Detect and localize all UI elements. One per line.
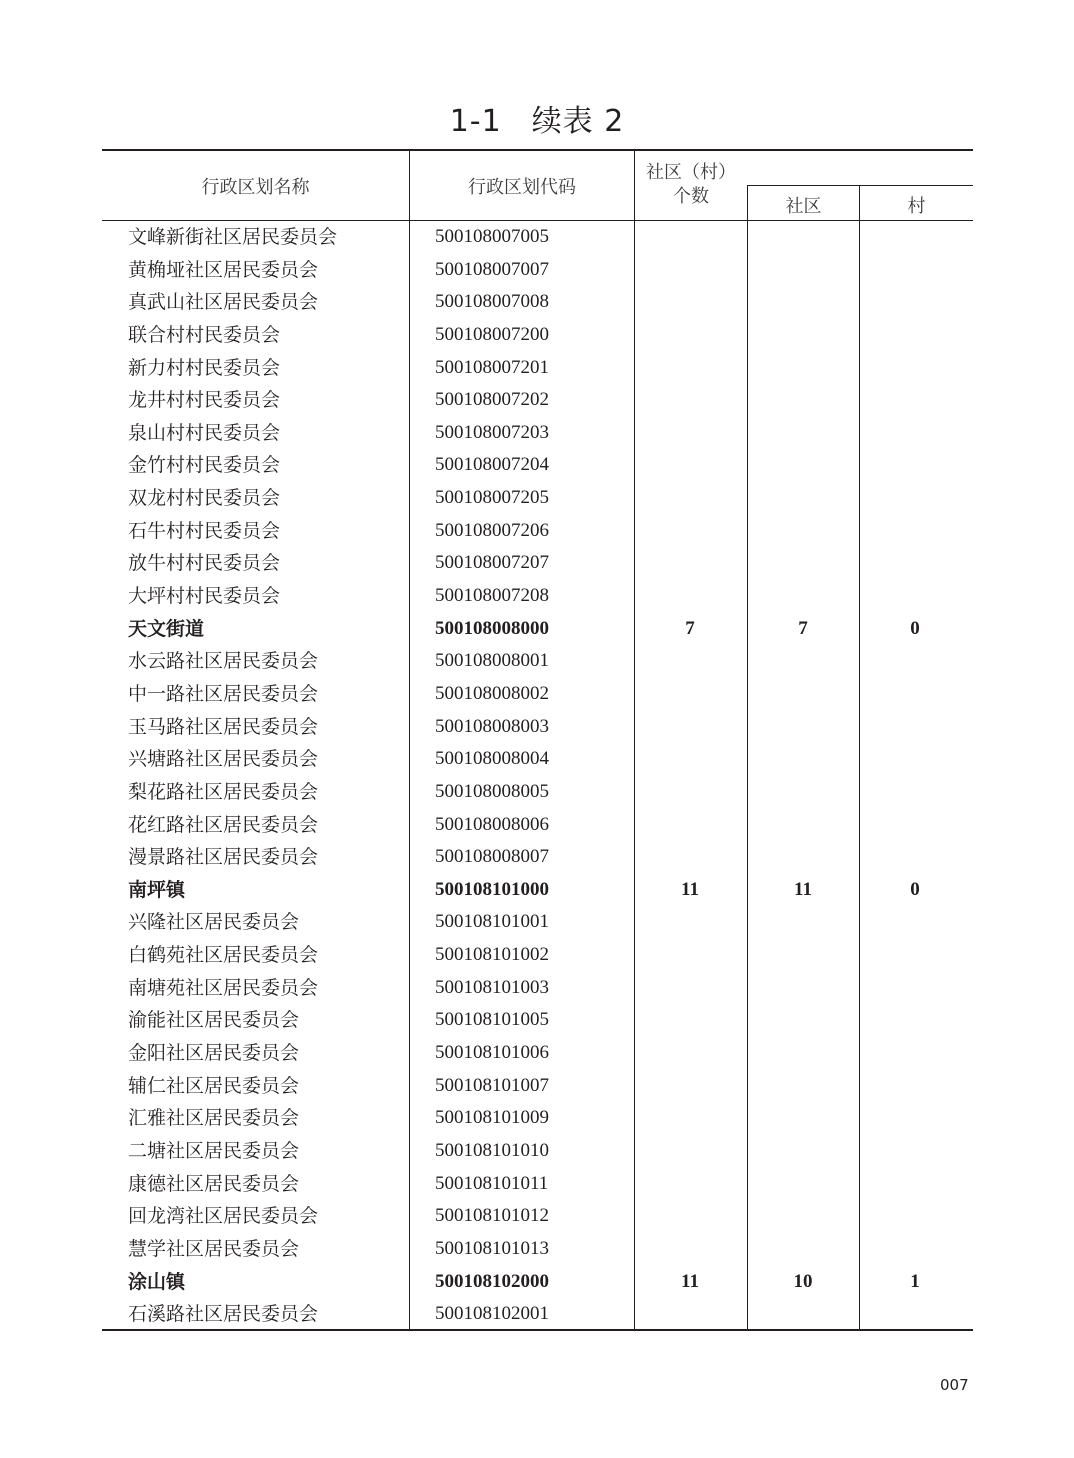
table-row bbox=[102, 1102, 973, 1135]
cell-community: 11 bbox=[794, 878, 812, 900]
table-row bbox=[102, 1135, 973, 1168]
cell-code: 500108008000 bbox=[435, 617, 549, 639]
header-count-line2: 个数 bbox=[673, 186, 709, 207]
cell-name: 南坪镇 bbox=[128, 878, 186, 901]
cell-total: 11 bbox=[681, 878, 699, 900]
cell-total: 7 bbox=[685, 617, 695, 639]
table-number: 1-1 bbox=[449, 104, 502, 139]
cell-name: 大坪村村民委员会 bbox=[128, 585, 281, 608]
cell-code: 500108102001 bbox=[435, 1303, 549, 1325]
table-row bbox=[102, 1070, 973, 1103]
table-row bbox=[102, 972, 973, 1005]
cell-code: 500108101007 bbox=[435, 1074, 549, 1096]
cell-name: 石牛村村民委员会 bbox=[128, 519, 281, 542]
cell-code: 500108007200 bbox=[435, 323, 549, 345]
table-row bbox=[102, 254, 973, 287]
cell-code: 500108008004 bbox=[435, 748, 549, 770]
cell-code: 500108007204 bbox=[435, 454, 549, 476]
cell-name: 南塘苑社区居民委员会 bbox=[128, 976, 319, 999]
cell-village: 0 bbox=[910, 617, 920, 639]
header-count bbox=[635, 161, 747, 209]
table-row bbox=[102, 515, 973, 548]
table-row bbox=[102, 1168, 973, 1201]
cell-name: 放牛村村民委员会 bbox=[128, 552, 281, 575]
cell-code: 500108101011 bbox=[435, 1172, 549, 1194]
cell-code: 500108008003 bbox=[435, 715, 549, 737]
table-row bbox=[102, 613, 973, 646]
data-table bbox=[102, 149, 973, 1331]
cell-name: 二塘社区居民委员会 bbox=[128, 1139, 300, 1162]
cell-name: 漫景路社区居民委员会 bbox=[128, 846, 319, 869]
cell-name: 慧学社区居民委员会 bbox=[128, 1237, 300, 1260]
page-number: 007 bbox=[940, 1376, 969, 1394]
table-row bbox=[102, 939, 973, 972]
cell-code: 500108101009 bbox=[435, 1107, 549, 1129]
cell-name: 龙井村村民委员会 bbox=[128, 389, 281, 412]
table-row bbox=[102, 1233, 973, 1266]
cell-code: 500108007005 bbox=[435, 226, 549, 247]
cell-name: 新力村村民委员会 bbox=[128, 356, 281, 379]
cell-code: 500108008007 bbox=[435, 846, 549, 868]
cell-name: 玉马路社区居民委员会 bbox=[128, 715, 319, 738]
table-row bbox=[102, 221, 973, 254]
cell-name: 天文街道 bbox=[128, 617, 205, 640]
cell-name: 渝能社区居民委员会 bbox=[128, 1009, 300, 1032]
table-row bbox=[102, 482, 973, 515]
cell-code: 500108007206 bbox=[435, 519, 549, 541]
table-body bbox=[102, 221, 973, 1331]
header-village: 村 bbox=[907, 196, 926, 217]
cell-name: 黄桷垭社区居民委员会 bbox=[128, 258, 319, 281]
cell-code: 500108007202 bbox=[435, 389, 549, 411]
table-row bbox=[102, 1037, 973, 1070]
cell-code: 500108101006 bbox=[435, 1042, 549, 1064]
cell-code: 500108008005 bbox=[435, 780, 549, 802]
table-caption: 续表 2 bbox=[531, 104, 625, 139]
cell-village: 1 bbox=[910, 1270, 920, 1292]
header-count-line1: 社区（村） bbox=[646, 162, 736, 183]
table-row bbox=[102, 1200, 973, 1233]
cell-name: 回龙湾社区居民委员会 bbox=[128, 1205, 319, 1228]
cell-code: 500108008002 bbox=[435, 682, 549, 704]
header-community: 社区 bbox=[785, 196, 822, 217]
cell-name: 康德社区居民委员会 bbox=[128, 1172, 300, 1195]
cell-code: 500108007205 bbox=[435, 487, 549, 509]
table-row bbox=[102, 286, 973, 319]
cell-name: 泉山村村民委员会 bbox=[128, 421, 281, 444]
table-top-rule bbox=[102, 149, 973, 151]
table-row bbox=[102, 384, 973, 417]
table-row bbox=[102, 1266, 973, 1299]
header-name: 行政区划名称 bbox=[201, 177, 310, 198]
cell-code: 500108007007 bbox=[435, 258, 549, 280]
cell-code: 500108101002 bbox=[435, 944, 549, 966]
table-row bbox=[102, 547, 973, 580]
cell-name: 辅仁社区居民委员会 bbox=[128, 1074, 300, 1097]
cell-name: 中一路社区居民委员会 bbox=[128, 682, 319, 705]
cell-community: 7 bbox=[798, 617, 808, 639]
cell-code: 500108101012 bbox=[435, 1205, 549, 1227]
cell-code: 500108101003 bbox=[435, 976, 549, 998]
table-row bbox=[102, 1298, 973, 1331]
cell-code: 500108101001 bbox=[435, 911, 549, 933]
cell-code: 500108101010 bbox=[435, 1139, 549, 1161]
table-row bbox=[102, 711, 973, 744]
cell-code: 500108007203 bbox=[435, 421, 549, 443]
table-row bbox=[102, 841, 973, 874]
cell-code: 500108102000 bbox=[435, 1270, 549, 1292]
cell-name: 金竹村村民委员会 bbox=[128, 454, 281, 477]
table-row bbox=[102, 319, 973, 352]
cell-code: 500108007201 bbox=[435, 356, 549, 378]
table-row bbox=[102, 678, 973, 711]
cell-code: 500108007008 bbox=[435, 291, 549, 313]
table-row bbox=[102, 809, 973, 842]
cell-total: 11 bbox=[681, 1270, 699, 1292]
table-row bbox=[102, 417, 973, 450]
table-row bbox=[102, 580, 973, 613]
table-row bbox=[102, 906, 973, 939]
cell-name: 汇雅社区居民委员会 bbox=[128, 1107, 300, 1130]
cell-code: 500108101013 bbox=[435, 1237, 549, 1259]
table-row bbox=[102, 1004, 973, 1037]
cell-code: 500108007208 bbox=[435, 585, 549, 607]
cell-name: 联合村村民委员会 bbox=[128, 323, 281, 346]
cell-code: 500108007207 bbox=[435, 552, 549, 574]
cell-name: 真武山社区居民委员会 bbox=[128, 291, 319, 314]
cell-village: 0 bbox=[910, 878, 920, 900]
cell-name: 梨花路社区居民委员会 bbox=[128, 780, 319, 803]
table-row bbox=[102, 776, 973, 809]
table-row bbox=[102, 874, 973, 907]
page-title bbox=[0, 96, 1074, 140]
table-row bbox=[102, 645, 973, 678]
cell-name: 涂山镇 bbox=[128, 1270, 186, 1293]
cell-community: 10 bbox=[793, 1270, 813, 1292]
cell-name: 水云路社区居民委员会 bbox=[128, 650, 319, 673]
cell-name: 石溪路社区居民委员会 bbox=[128, 1303, 319, 1326]
cell-code: 500108101000 bbox=[435, 878, 549, 900]
table-row bbox=[102, 449, 973, 482]
cell-name: 双龙村村民委员会 bbox=[128, 487, 281, 510]
cell-name: 兴隆社区居民委员会 bbox=[128, 911, 300, 934]
cell-name: 白鹤苑社区居民委员会 bbox=[128, 944, 319, 967]
cell-name: 兴塘路社区居民委员会 bbox=[128, 748, 319, 771]
cell-code: 500108008006 bbox=[435, 813, 549, 835]
cell-code: 500108008001 bbox=[435, 650, 549, 672]
header-code: 行政区划代码 bbox=[468, 177, 576, 198]
cell-name: 花红路社区居民委员会 bbox=[128, 813, 319, 836]
header-subdivider bbox=[747, 185, 973, 186]
table-row bbox=[102, 743, 973, 776]
table-row bbox=[102, 352, 973, 385]
cell-code: 500108101005 bbox=[435, 1009, 549, 1031]
cell-name: 文峰新街社区居民委员会 bbox=[128, 226, 338, 248]
cell-name: 金阳社区居民委员会 bbox=[128, 1042, 300, 1065]
